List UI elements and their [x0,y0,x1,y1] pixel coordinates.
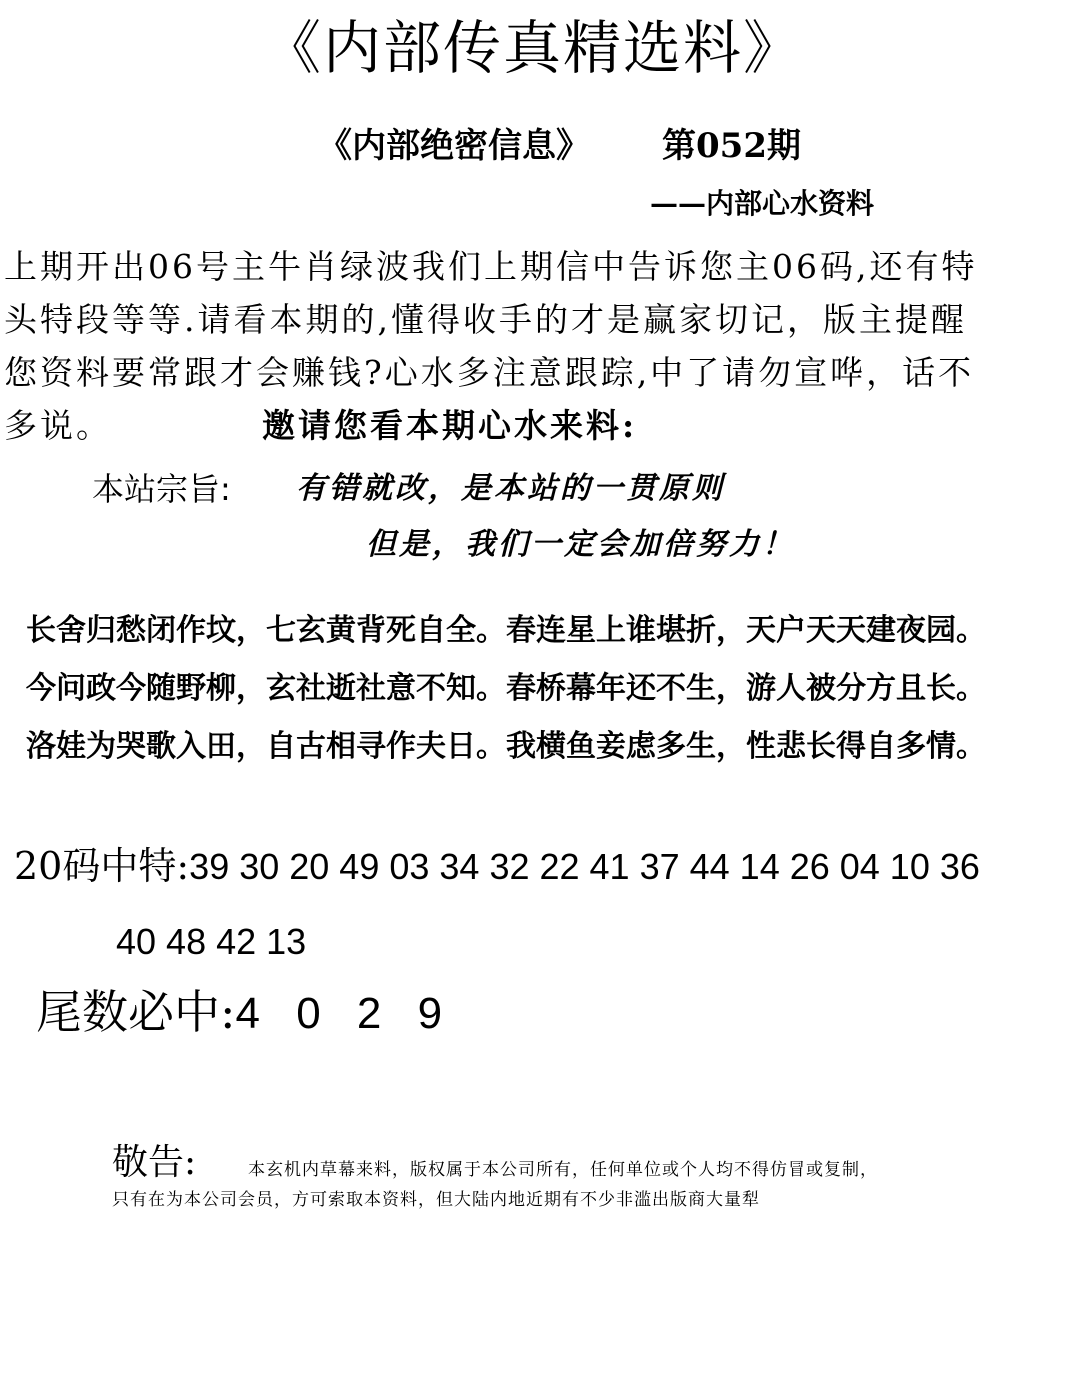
motto-line-2: 但是，我们一定会加倍努力！ [366,527,795,562]
codes-values-1: 39 30 20 49 03 34 32 22 41 37 44 14 26 04 10 36 [189,846,980,887]
tail-label: 尾数必中: [36,985,236,1039]
poem-line: 洛娃为哭歌入田，自古相寻作夫日。我横鱼妾虑多生，性悲长得自多情。 [26,729,986,764]
poem-line: 长舍归愁闭作坟，七玄黄背死自全。春连星上谁堪折，天户天天建夜园。 [26,613,986,648]
notice-line-1: 本玄机内草幕来料，版权属于本公司所有，任何单位或个人均不得仿冒或复制， [248,1160,878,1180]
code-numbers-line-1 [14,838,980,895]
page-title: 《内部传真精选料》 [262,14,803,82]
intro-line-last [4,399,1064,452]
code-numbers-line-2: 40 48 42 13 [116,921,307,962]
tail-digits: 4 0 2 9 [235,989,443,1038]
notice-label: 敬告: [112,1142,197,1183]
motto-line-1: 有错就改，是本站的一贯原则 [296,471,725,506]
source-label: ——内部心水资料 [650,187,875,220]
issue-number: 第052期 [662,126,801,166]
tail-digits-line [36,982,442,1044]
intro-paragraph [4,240,1064,452]
poem-line: 今问政今随野柳，玄社逝社意不知。春桥幕年还不生，游人被分方且长。 [26,671,986,706]
subtitle: 《内部绝密信息》 [318,126,590,166]
intro-line: 您资料要常跟才会赚钱?心水多注意跟踪,中了请勿宣哗，话不 [4,353,975,392]
intro-line: 上期开出06号主牛肖绿波我们上期信中告诉您主06码,还有特 [4,247,978,286]
intro-closing: 多说。 [4,406,112,445]
intro-line: 头特段等等.请看本期的,懂得收手的才是赢家切记，版主提醒 [4,300,967,339]
poem-block [26,602,986,776]
notice-line-2: 只有在为本公司会员，方可索取本资料，但大陆内地近期有不少非滥出版商大量犁 [112,1190,760,1210]
motto-label: 本站宗旨: [92,470,231,508]
invite-text: 邀请您看本期心水来料: [262,406,638,445]
codes-label: 20码中特: [14,844,190,888]
